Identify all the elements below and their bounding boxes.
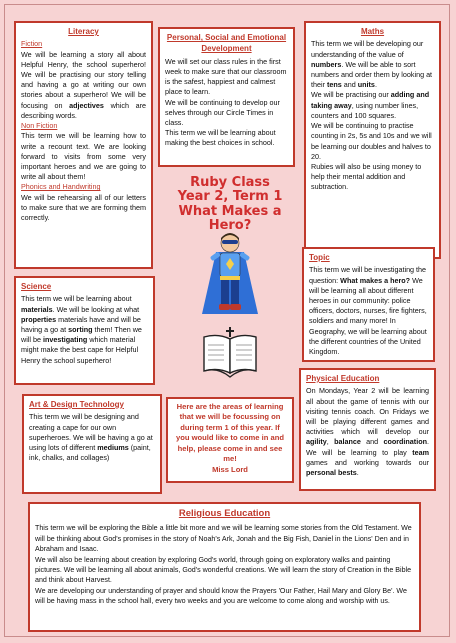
re-p1: This term we will be exploring the Bible a little bit more and we will be learning some stories from the Old Testament. We will be thinking about God's promises in the story of Noah's Ark, Jonah and the Big Fish, Daniel in the Lions' Den and in Abraham and Isaac. (35, 524, 412, 554)
science-bold-1: materials (21, 304, 53, 314)
science-bold-2: properties (21, 314, 57, 324)
re-title: Religious Education (178, 508, 271, 519)
science-bold-4: investigating (42, 335, 88, 345)
pse-p3: This term we will be learning about making the best choices in school. (165, 128, 276, 148)
maths-p2-bold: adding and taking away (311, 90, 430, 110)
class-title (166, 176, 294, 233)
pse-box (158, 27, 295, 167)
science-text-pre: This term we will be learning about (21, 294, 132, 304)
maths-box (304, 21, 441, 259)
maths-p1-bold: numbers (311, 59, 342, 69)
fiction-text-pre: We will be learning a story all about Helpful Henry, the school superhero! We will be practising our story telling and having a go at writing our own stories about a superhero! We will be focusing on (21, 49, 146, 110)
art-text-post: (paint, ink, chalks, and collages) (29, 443, 151, 463)
science-text-m3: them! Then we will be (21, 325, 142, 345)
pe-bold-3: coordination (383, 437, 427, 447)
hero-leg-right (231, 280, 239, 306)
art-text-bold: mediums (97, 443, 129, 453)
phonics-text: We will be rehearsing all of our letters to make sure that we are forming them correctly. (21, 192, 146, 223)
science-bold-3: sorting (68, 325, 93, 335)
re-p3: We are developing our understanding of prayer and should know the Prayers 'Our Father, Hail Mary and Glory Be'. We will be having mass in the school hall, every two weeks and you are welcome to come along and worship with us. (35, 586, 407, 605)
hero-mask (222, 240, 238, 244)
bible-right-page (230, 335, 256, 373)
areas-note-text: Here are the areas of learning that we will be focussing on during term 1 of this year. If you would like to come in and help, please come in and see me! (175, 402, 284, 464)
topic-text-post: We will be learning all about different heroes in our community: police officers, doctors, nurses, fire fighters, soldiers and many more! In Geography, we will be learning about the different countries of the United Kingdom. (309, 275, 427, 357)
pse-p1: We will set our class rules in the first week to make sure that our classroom is the safest, happiest and calmest place to learn. (165, 56, 287, 97)
pe-box (299, 368, 436, 491)
hero-leg-left (221, 280, 229, 306)
pe-text-m1: , (326, 437, 335, 447)
maths-p4: Rubies will also be using money to help their mental addition and subtraction. (311, 161, 422, 192)
pse-p2: We will be continuing to develop our selves through our Circle Times in class. (165, 97, 280, 128)
science-text (21, 294, 148, 366)
topic-text-bold: What makes a hero? (340, 275, 411, 285)
topic-box (302, 247, 435, 362)
pe-text-pre: On Mondays, Year 2 will be learning all about the game of tennis with our visiting tennis coach. On Fridays we will be playing different games and activities which will develop our (306, 386, 429, 437)
areas-note-signature: Miss Lord (212, 464, 248, 474)
nonfiction-text: This term we will be learning how to write a recount text. We are looking forward to visits from some very important heroes and we are going to write all about them! (21, 131, 146, 182)
art-box (22, 394, 162, 494)
topic-text-pre: This term we will be investigating the question: (309, 265, 427, 285)
pe-title: Physical Education (306, 374, 380, 383)
maths-p1-end: . (374, 80, 377, 90)
class-title-line1: Ruby Class (190, 175, 270, 190)
class-title-line2: Year 2, Term 1 (177, 189, 283, 205)
art-text-pre: This term we will be designing and creating a cape for our own superheroes. We will be having a go at using lots of different (29, 412, 153, 453)
science-title: Science (21, 282, 52, 291)
literacy-title: Literacy (68, 27, 99, 36)
art-title: Art & Design Technology (29, 400, 124, 409)
maths-p3: We will be continuing to practise counting in 2s, 5s and 10s and we will be learning our doubles and halves to 20. (311, 121, 432, 161)
areas-note-box (166, 397, 294, 483)
fiction-text-bold: adjectives (69, 100, 104, 110)
cross-icon (226, 327, 234, 337)
pe-text (306, 386, 429, 478)
literacy-box (14, 21, 153, 269)
topic-title: Topic (309, 253, 330, 262)
maths-p1-bold3: units (357, 80, 375, 90)
bible-left-page (204, 335, 230, 373)
science-text-m1: . We will be looking at what (52, 304, 140, 314)
re-p2: We will also be learning about creation by exploring God's world, through going on exploratory walks and painting pictures. We will be learning all about animals, God's wonderful creations. We will learn the story of Creation in the Bible and think about Harvest. (35, 555, 412, 585)
pe-text-m4: games and working towards our (306, 457, 429, 467)
pe-bold-5: personal bests (306, 468, 357, 478)
science-text-post: which material might make the best cape for Helpful Henry the school superhero! (21, 335, 139, 365)
pse-title: Personal, Social and Emotional Development (166, 33, 287, 54)
maths-p1 (311, 39, 434, 90)
fiction-heading: Fiction (21, 39, 43, 49)
maths-p1-post: . We will be able to sort numbers and order them by looking at their (311, 59, 433, 90)
maths-p1-bold2: tens (326, 80, 342, 90)
fiction-text-post: which are describing words. (21, 100, 147, 120)
hero-belt (220, 276, 240, 280)
maths-p2-pre: We will be practising our (311, 90, 391, 100)
maths-p2-post: , using number lines, counters and 100 squares. (311, 100, 419, 120)
class-title-line4: Hero? (208, 217, 252, 233)
phonics-heading: Phonics and Handwriting (21, 182, 101, 192)
maths-p1-and: and (341, 80, 358, 90)
superhero-illustration (196, 230, 264, 320)
nonfiction-heading: Non Fiction (21, 121, 58, 131)
maths-title: Maths (360, 27, 385, 36)
re-box (28, 502, 421, 632)
hero-boot-left (219, 304, 230, 310)
fiction-text (21, 50, 146, 122)
open-bible-icon (200, 325, 260, 381)
maths-p2 (311, 90, 434, 121)
class-title-line3: What Makes a (178, 203, 282, 219)
maths-p1-pre: This term we will be developing our understanding of the value of (311, 39, 424, 59)
pe-text-post: . (356, 468, 359, 478)
science-text-m2: materials have and will be having a go at (21, 314, 141, 335)
science-box (14, 276, 155, 385)
pe-bold-4: team (412, 447, 429, 457)
topic-text (309, 265, 428, 357)
pe-text-m3: . We will be learning to play (306, 437, 429, 457)
pe-bold-1: agility (306, 437, 327, 447)
pe-text-m2: and (360, 437, 384, 447)
hero-boot-right (230, 304, 241, 310)
art-text (29, 412, 155, 463)
pe-bold-2: balance (334, 437, 361, 447)
